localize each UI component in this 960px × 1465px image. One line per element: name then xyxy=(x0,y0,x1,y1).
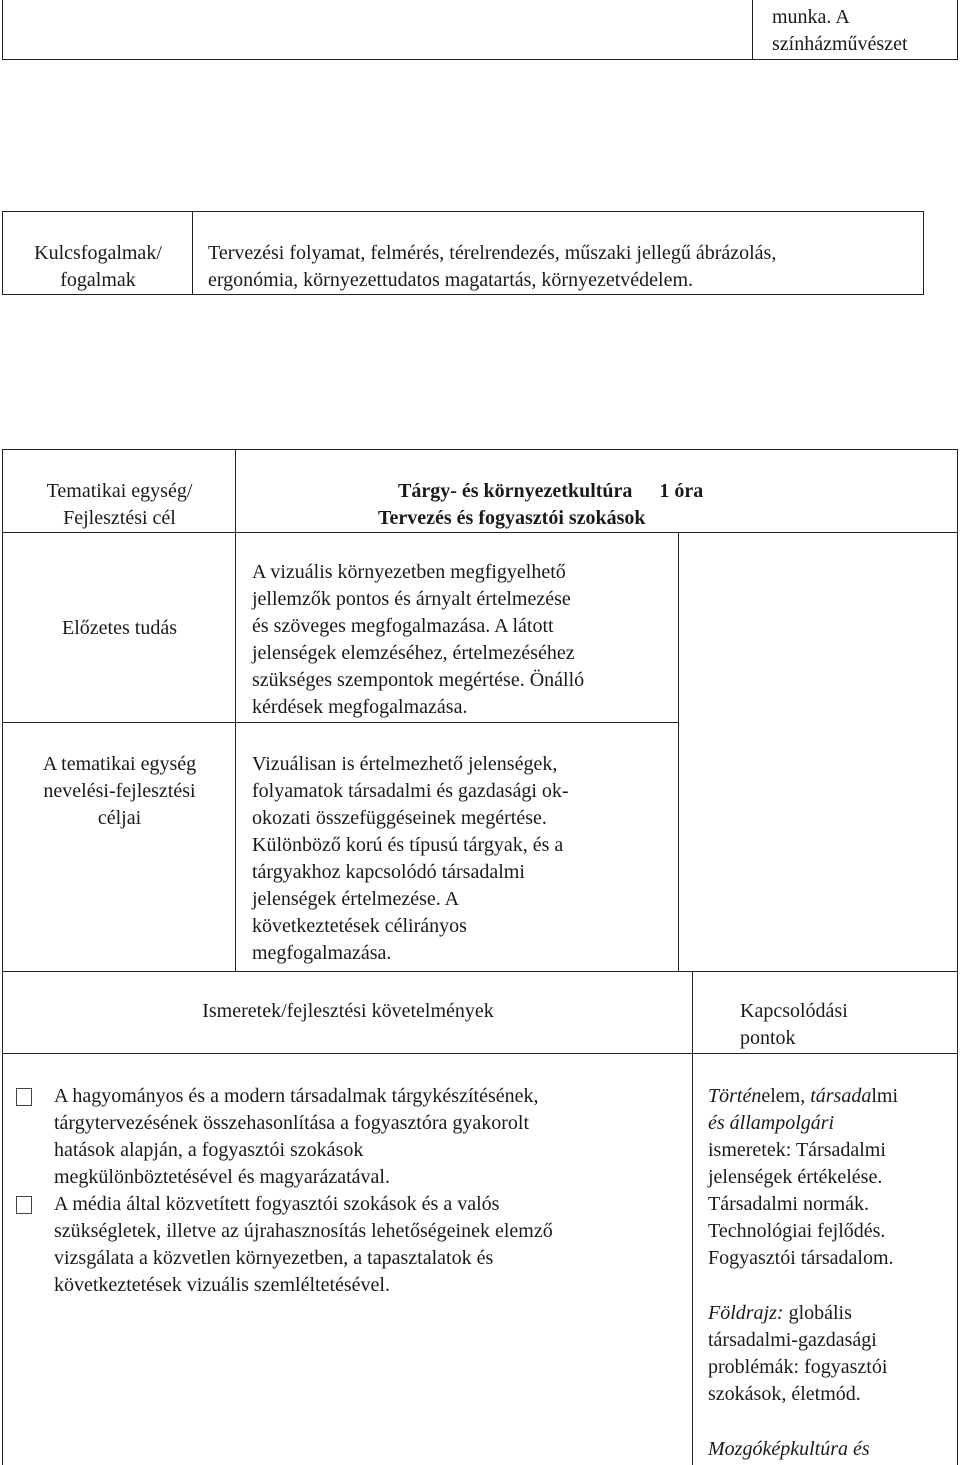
goals-text xyxy=(252,751,672,967)
connection-history-line2: és állampolgári xyxy=(708,1112,835,1134)
unit-right-divider xyxy=(678,532,679,971)
connection-history-line1: Történelem, társadalmi xyxy=(708,1085,899,1107)
requirement-line: A hagyományos és a modern társadalmak tárgykészítésének, xyxy=(54,1085,539,1107)
requirement-line: vizsgálata a közvetlen környezetben, a tapasztalatok és xyxy=(54,1247,494,1269)
requirements-divider xyxy=(692,971,693,1465)
connection-line: problémák: fogyasztói xyxy=(708,1356,888,1378)
unit-label-line2: Fejlesztési cél xyxy=(63,507,176,529)
goals-label-line1: A tematikai egység xyxy=(42,753,197,775)
goals-line: megfogalmazása. xyxy=(252,942,392,964)
prior-knowledge-line: kérdések megfogalmazása. xyxy=(252,696,468,718)
requirements-header: Ismeretek/fejlesztési követelmények xyxy=(202,1000,494,1022)
key-concepts-label-line2: fogalmak xyxy=(60,269,136,291)
unit-label-divider xyxy=(235,449,236,971)
requirement-line: szükségletek, illetve az újrahasznosítás lehetőségeinek elemző xyxy=(54,1220,553,1242)
connections-header-line1: Kapcsolódási xyxy=(740,1000,848,1022)
goals-line: Vizuálisan is értelmezhető jelenségek, xyxy=(252,753,558,775)
goals-line: tárgyakhoz kapcsolódó társadalmi xyxy=(252,861,525,883)
requirement-line: megkülönböztetésével és magyarázatával. xyxy=(54,1166,390,1188)
top-fragment-divider xyxy=(752,0,753,60)
requirement-item xyxy=(54,1083,688,1191)
requirement-line: következtetések vizuális szemléltetésével. xyxy=(54,1274,390,1296)
connection-line: Technológiai fejlődés. xyxy=(708,1220,886,1242)
checkbox-bullet-icon xyxy=(16,1196,32,1214)
top-fragment-line1: munka. A xyxy=(772,6,850,28)
unit-row-line-3 xyxy=(2,971,958,972)
prior-knowledge-line: A vizuális környezetben megfigyelhető xyxy=(252,561,566,583)
connection-line: jelenségek értékelése. xyxy=(708,1166,883,1188)
unit-label-line1: Tematikai egység/ xyxy=(46,480,193,502)
goals-label-line3: céljai xyxy=(97,807,142,829)
key-concepts-text-line2: ergonómia, környezettudatos magatartás, környezetvédelem. xyxy=(208,269,693,291)
prior-knowledge-line: jellemzők pontos és árnyalt értelmezése xyxy=(252,588,571,610)
prior-knowledge-label: Előzetes tudás xyxy=(62,617,177,639)
prior-knowledge-text xyxy=(252,559,672,721)
requirement-line: A média által közvetített fogyasztói szokások és a valós xyxy=(54,1193,500,1215)
connection-line: Fogyasztói társadalom. xyxy=(708,1247,894,1269)
unit-title-line1 xyxy=(398,478,703,505)
connection-line: társadalmi-gazdasági xyxy=(708,1329,877,1351)
requirement-line: tárgytervezésének összehasonlítása a fogyasztóra gyakorolt xyxy=(54,1112,529,1134)
connection-geography xyxy=(708,1300,954,1408)
connection-line: szokások, életmód. xyxy=(708,1383,861,1405)
unit-row-line-1 xyxy=(2,532,958,533)
goals-line: okozati összefüggéseinek megértése. xyxy=(252,807,547,829)
goals-line: következtetések célirányos xyxy=(252,915,467,937)
connections-header-line2: pontok xyxy=(740,1027,796,1049)
requirement-line: hatások alapján, a fogyasztói szokások xyxy=(54,1139,364,1161)
connections-header xyxy=(740,998,848,1052)
key-concepts-text xyxy=(208,240,920,294)
key-concepts-label xyxy=(4,240,192,294)
goals-label xyxy=(4,751,235,832)
unit-subtitle: Tervezés és fogyasztói szokások xyxy=(378,507,646,529)
connection-history xyxy=(708,1083,954,1272)
key-concepts-label-line1: Kulcsfogalmak/ xyxy=(34,242,162,264)
top-fragment-line2: színházművészet xyxy=(772,33,908,55)
connection-media: Mozgóképkultúra és xyxy=(708,1438,870,1460)
prior-knowledge-line: és szöveges megfogalmazása. A látott xyxy=(252,615,554,637)
unit-label xyxy=(4,478,235,532)
unit-row-line-2 xyxy=(2,722,678,723)
connection-line: ismeretek: Társadalmi xyxy=(708,1139,886,1161)
connection-line: Társadalmi normák. xyxy=(708,1193,870,1215)
unit-hours: 1 óra xyxy=(659,480,704,502)
requirement-item xyxy=(54,1191,688,1299)
goals-line: Különböző korú és típusú tárgyak, és a xyxy=(252,834,564,856)
unit-row-line-4 xyxy=(2,1053,958,1054)
prior-knowledge-line: jelenségek elemzéséhez, értelmezéséhez xyxy=(252,642,575,664)
unit-title: Tárgy- és környezetkultúra xyxy=(398,480,633,502)
goals-line: folyamatok társadalmi és gazdasági ok- xyxy=(252,780,569,802)
checkbox-bullet-icon xyxy=(16,1088,32,1106)
goals-line: jelenségek értelmezése. A xyxy=(252,888,460,910)
key-concepts-text-line1: Tervezési folyamat, felmérés, térelrendezés, műszaki jellegű ábrázolás, xyxy=(208,242,777,264)
prior-knowledge-line: szükséges szempontok megértése. Önálló xyxy=(252,669,585,691)
key-concepts-divider xyxy=(192,211,193,295)
goals-label-line2: nevelési-fejlesztési xyxy=(43,780,196,802)
connection-geography-line1: Földrajz: globális xyxy=(708,1302,852,1324)
